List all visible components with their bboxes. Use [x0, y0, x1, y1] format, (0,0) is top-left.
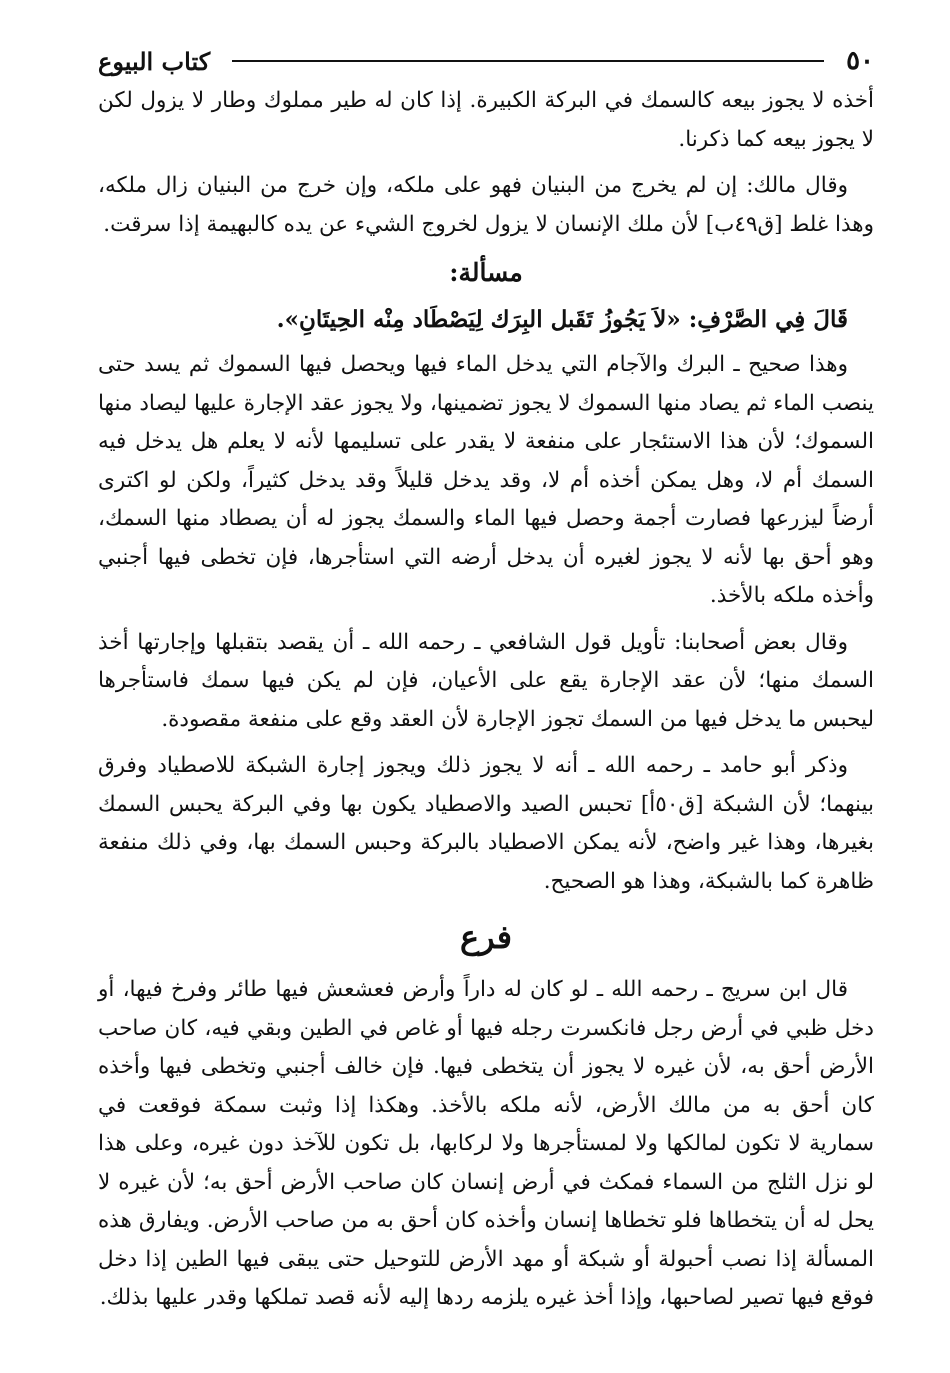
- far-paragraph: قال ابن سريج ـ رحمه الله ـ لو كان له داراً وأرض فعشعش فيها طائر وفرخ فيها، أو دخل ظبي في أرض رجل فانكسرت رجله فيها أو غاص في الطين وبقي فيه، كان صاحب الأرض أحق به، لأن غيره لا يجوز أن يتخطى فيها. فإن خالف أجنبي وتخطى فيها وأخذه كان أحق به من مالك الأرض، لأنه ملكه بالأخذ. وهكذا إذا وثبت سمكة فوقعت في سمارية لا تكون لمالكها ولا لمستأجرها ولا لركابها، بل تكون للآخذ دون غيره، وعلى هذا لو نزل الثلج من السماء فمكث في أرض إنسان كان صاحب الأرض أحق به؛ لأن غيره لا يحل له أن يتخطاها فلو تخطاها إنسان وأخذه كان أحق به من صاحب الأرض. ويفارق هذه المسألة إذا نصب أحبولة أو شبكة أو مهد الأرض للتوحيل حتى يبقى فيها الطين إذا دخل فوقع فيها تصير لصاحبها، وإذا أخذ غيره يلزمه ردها إليه لأنه قصد تملكها وقدر عليها بذلك.: [98, 977, 874, 1310]
- page-header: [98, 40, 874, 82]
- masala-paragraph: وقال بعض أصحابنا: تأويل قول الشافعي ـ رحمه الله ـ أن يقصد بتقبلها وإجارتها أخذ السمك منها؛ لأن عقد الإجارة يقع على الأعيان، فإن لم يكن فيها سمك فاستأجرها ليحبس ما يدخل فيها من السمك تجوز الإجارة لأن العقد وقع على منفعة مقصودة.: [98, 629, 874, 732]
- masala-heading: مسألة:: [449, 258, 523, 287]
- masala-paragraph: وهذا صحيح ـ البرك والآجام التي يدخل الماء فيها ويحصل فيها السموك ثم يسد حتى ينصب الماء ثم يصاد منها السموك لا يجوز تضمينها، ولا يجوز عقد الإجارة عليها ليصاد منها السموك؛ لأن هذا الاستئجار على منفعة لا يقدر على تسليمها لأنه لا يعلم هل يدخل فيه السمك أم لا، وهل يمكن أخذه أم لا، وقد يدخل قليلاً وقد يدخل كثيراً، ولكن لو اكترى أرضاً ليزرعها فصارت أجمة وحصل فيها الماء والسمك يجوز له أن يصطاد منها السمك، وهو أحق بها لأنه لا يجوز لغيره أن يدخل أرضه التي استأجرها، فإن تخطى فيها أجنبي وأخذه ملكه بالأخذ.: [98, 352, 874, 608]
- far-heading: فرع: [459, 918, 513, 956]
- masala-paragraph: وذكر أبو حامد ـ رحمه الله ـ أنه لا يجوز ذلك ويجوز إجارة الشبكة للاصطياد وفرق بينهما؛ لأن الشبكة [ق٥٠أ] تحبس الصيد والاصطياد يكون بها وفي البركة يحبس السمك بغيرها، وهذا غير واضح، لأنه يمكن الاصطياد بالبركة وحبس السمك بها، وفي ذلك منفعة ظاهرة كما بالشبكة، وهذا هو الصحيح.: [98, 753, 875, 894]
- book-page: [98, 40, 874, 1326]
- header-rule: [232, 60, 824, 62]
- paragraph-malik: وقال مالك: إن لم يخرج من البنيان فهو على ملكه، وإن خرج من البنيان زال ملكه، وهذا غلط [ق٤٩ب] لأن ملك الإنسان لا يزول لخروج الشيء عن يده كالبهيمة إذا سرقت.: [98, 173, 874, 237]
- masala-quote: قَالَ فِي الصَّرْفِ: «لاَ يَجُوزُ تَقَبل البِرَك لِيَصْطَاد مِنْه الحِيتَانِ».: [276, 306, 848, 333]
- running-title: كتاب البيوع: [98, 46, 211, 76]
- paragraph-continuation: أخذه لا يجوز بيعه كالسمك في البركة الكبيرة. إذا كان له طير مملوك وطار لا يزول لكن لا يجوز بيعه كما ذكرنا.: [98, 88, 874, 152]
- page-number: ٥٠: [846, 46, 874, 76]
